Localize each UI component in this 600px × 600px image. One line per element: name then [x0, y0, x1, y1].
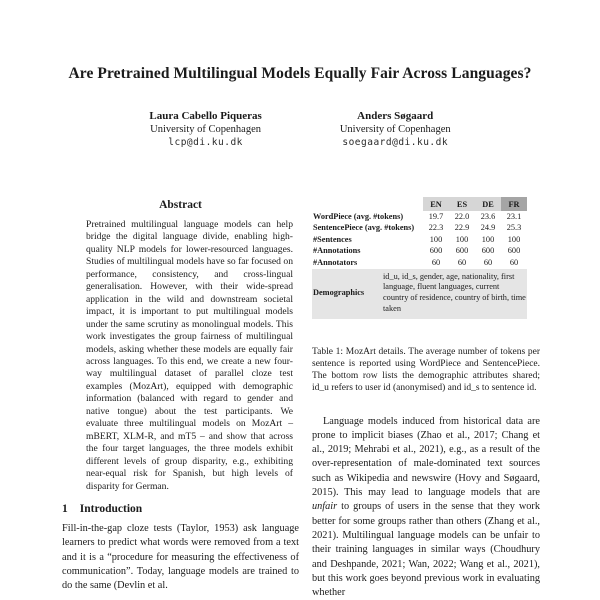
cell-value: 23.1 — [506, 211, 522, 221]
right-column — [312, 195, 540, 600]
cell-value: 600 — [455, 246, 469, 256]
cell-value: 600 — [481, 246, 495, 256]
col-header-de: DE — [475, 197, 501, 211]
left-column — [62, 195, 299, 600]
row-label: #Annotations — [313, 246, 361, 256]
cell-value: 100 — [429, 234, 443, 244]
cell-value: 22.0 — [454, 211, 470, 221]
two-column-body — [62, 195, 540, 600]
cell-value: 24.9 — [480, 223, 496, 233]
row-label: SentencePiece (avg. #tokens) — [313, 223, 415, 233]
row-label: #Sentences — [313, 234, 352, 244]
author-block — [0, 110, 600, 149]
author-2 — [340, 110, 451, 149]
demographics-row — [312, 269, 527, 319]
author-name: Anders Søgaard — [357, 110, 434, 122]
table-row — [312, 211, 527, 223]
intro-paragraph: Fill-in-the-gap cloze tests (Taylor, 1953) ask language learners to predict what words were removed from a text and it is a “procedure for measuring the effectiveness of communication”. Today, language models are trained to do the same (Devlin et al. — [62, 522, 299, 592]
cell-value: 60 — [483, 257, 493, 267]
cell-value: 60 — [431, 257, 441, 267]
table-row — [312, 234, 527, 246]
author-1 — [149, 110, 261, 149]
author-affiliation: University of Copenhagen — [339, 124, 451, 135]
row-label: #Annotators — [313, 257, 358, 267]
cell-value: 19.7 — [428, 211, 444, 221]
author-email: soegaard@di.ku.dk — [342, 137, 449, 148]
section-number: 1 — [62, 502, 68, 515]
cell-value: 22.3 — [428, 223, 444, 233]
abstract-heading: Abstract — [159, 199, 202, 211]
table-caption: Table 1: MozArt details. The average number of tokens per sentence is reported using WordPiece and SentencePiece. The bottom row lists the demographic attributes shared; id_u refers to user id (anonymised) and id_s to sentence id. — [312, 346, 540, 394]
paragraph-text: Language models induced from historical data are prone to implicit biases (Zhao et al., 2017; Chang et al., 2019; Mehrabi et al., 2021), e.g., as a result of the over-representation of male-dominated text sources such as Wikipedia and newswire (Hovy and Søgaard, 2015). This may lead to language models that are — [312, 415, 540, 499]
abstract-text: Pretrained multilingual language models can help bridge the digital language divide, enabling high-quality NLP models for lower-resourced languages. Studies of multilingual models have so far focused on performance, consistency, and cross-lingual generalisation. However, with their wide-spread application in the wild and downstream societal impact, it is important to put multilingual models under the same scrutiny as monolingual models. This work investigates the group fairness of multilingual models, asking whether these models are equally fair across languages. To this end, we create a new four-way multilingual dataset of parallel cloze test examples (MozArt), equipped with demographic information (balanced with regard to gender and native tongue) about the test participants. We evaluate three multilingual models on MozArt – mBERT, XLM-R, and mT5 – and show that across the four target languages, the three models exhibit different levels of group disparity, e.g., exhibiting near-equal risk for Spanish, but high levels of disparity for German. — [86, 219, 293, 492]
table-1 — [312, 197, 527, 319]
cell-value: 60 — [509, 257, 519, 267]
emphasis-word: unfair — [312, 501, 338, 513]
table-row — [312, 222, 527, 234]
demographics-value: id_u, id_s, gender, age, nationality, first language, fluent languages, current country of residence, country of birth, time taken — [383, 271, 526, 313]
author-name: Laura Cabello Piqueras — [149, 110, 262, 122]
table-header-row — [312, 197, 527, 211]
paper-title: Are Pretrained Multilingual Models Equally Fair Across Languages? — [68, 65, 532, 82]
author-affiliation: University of Copenhagen — [150, 124, 261, 135]
body-paragraph — [312, 415, 540, 600]
cell-value: 600 — [429, 246, 443, 256]
section-heading-introduction — [62, 503, 299, 515]
row-label: WordPiece (avg. #tokens) — [313, 211, 404, 221]
section-title: Introduction — [79, 502, 143, 515]
cell-value: 23.6 — [480, 211, 496, 221]
table-row — [312, 245, 527, 257]
cell-value: 100 — [507, 234, 521, 244]
col-header-fr: FR — [501, 197, 527, 211]
paragraph-text: to groups of users in the sense that they work better for some groups rather than others (Zhang et al., 2021). Multilingual language models can be unfair to their training languages in similar ways (Choudhury and Deshpande, 2021; Wan, 2022; Wang et al., 2021), but this work goes beyond previous work in evaluating whether — [312, 501, 540, 599]
table-row — [312, 257, 527, 269]
demographics-label: Demographics — [313, 288, 365, 298]
cell-value: 22.9 — [454, 223, 470, 233]
col-header-en: EN — [423, 197, 449, 211]
cell-value: 600 — [507, 246, 521, 256]
cell-value: 60 — [457, 257, 467, 267]
cell-value: 100 — [481, 234, 495, 244]
author-email: lcp@di.ku.dk — [168, 137, 243, 148]
cell-value: 100 — [455, 234, 469, 244]
col-header-es: ES — [449, 197, 475, 211]
table-corner-cell — [312, 197, 423, 211]
cell-value: 25.3 — [506, 223, 522, 233]
